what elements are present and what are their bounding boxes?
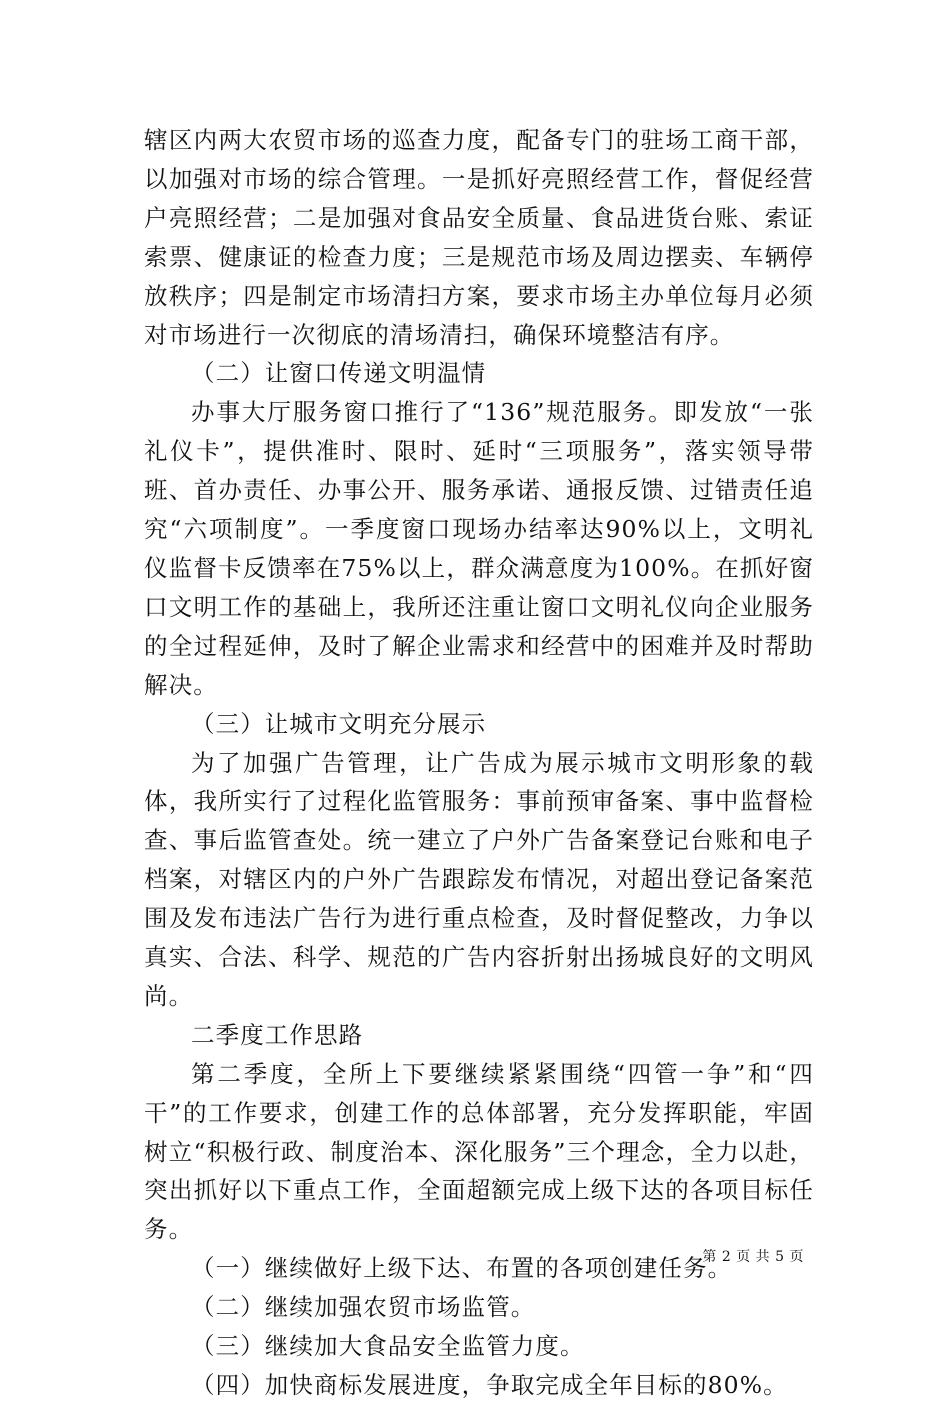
section-heading-city: （三）让城市文明充分展示 xyxy=(191,709,487,738)
paragraph-q2-overview: 第二季度，全所上下要继续紧紧围绕“四管一争”和“四干”的工作要求，创建工作的总体部署，充分发挥职能，牢固树立“积极行政、制度治本、深化服务”三个理念，全力以赴，突出抓好以下重点工作，全面超额完成上级下达的各项目标任务。 xyxy=(144,1059,814,1244)
document-body xyxy=(144,121,814,1405)
paragraph-window-service: 办事大厅服务窗口推行了“136”规范服务。即发放“一张礼仪卡”，提供准时、限时、延时“三项服务”，落实领导带班、首办责任、办事公开、服务承诺、通报反馈、过错责任追究“六项制度”。一季度窗口现场办结率达90%以上，文明礼仪监督卡反馈率在75%以上，群众满意度为100%。在抓好窗口文明工作的基础上，我所还注重让窗口文明礼仪向企业服务的全过程延伸，及时了解企业需求和经营中的困难并及时帮助解决。 xyxy=(144,398,814,699)
list-item-task-3: （三）继续加大食品安全监管力度。 xyxy=(191,1332,585,1361)
section-heading-q2-plan: 二季度工作思路 xyxy=(191,1020,364,1049)
list-item-task-4: （四）加快商标发展进度，争取完成全年目标的80%。 xyxy=(191,1371,788,1399)
page-number-footer: 第 2 页 共 5 页 xyxy=(702,1249,804,1265)
paragraph-advertising: 为了加强广告管理，让广告成为展示城市文明形象的载体，我所实行了过程化监管服务：事前预审备案、事中监督检查、事后监管查处。统一建立了户外广告备案登记台账和电子档案，对辖区内的户外广告跟踪发布情况，对超出登记备案范围及发布违法广告行为进行重点检查，及时督促整改，力争以真实、合法、科学、规范的广告内容折射出扬城良好的文明风尚。 xyxy=(144,748,814,1010)
list-item-task-1: （一）继续做好上级下达、布置的各项创建任务。 xyxy=(191,1254,733,1283)
list-item-task-2: （二）继续加强农贸市场监管。 xyxy=(191,1293,536,1322)
paragraph-market-inspection: 辖区内两大农贸市场的巡查力度，配备专门的驻场工商干部，以加强对市场的综合管理。一是抓好亮照经营工作，督促经营户亮照经营；二是加强对食品安全质量、食品进货台账、索证索票、健康证的检查力度；三是规范市场及周边摆卖、车辆停放秩序；四是制定市场清扫方案，要求市场主办单位每月必须对市场进行一次彻底的清场清扫，确保环境整洁有序。 xyxy=(144,126,814,349)
section-heading-window: （二）让窗口传递文明温情 xyxy=(191,359,487,388)
